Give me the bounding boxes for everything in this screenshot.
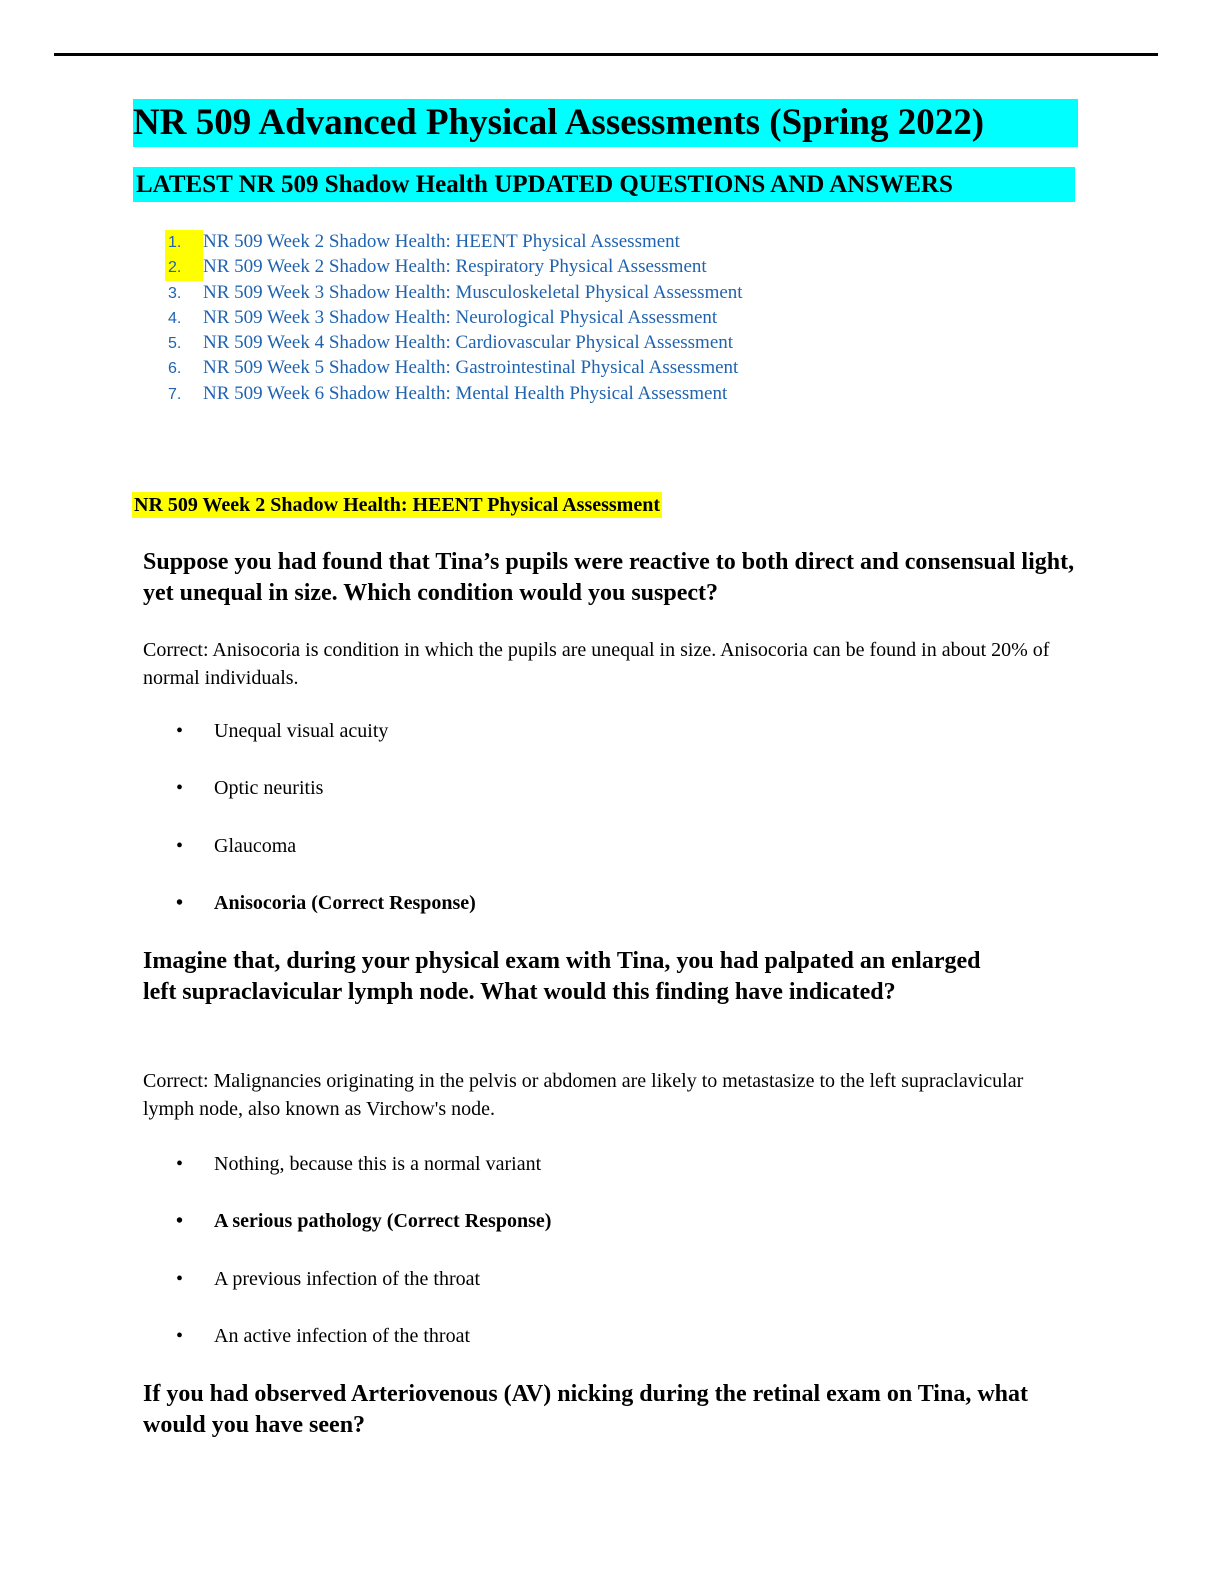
toc-link-musculoskeletal[interactable]: NR 509 Week 3 Shadow Health: Musculoskeletal Physical Assessment (203, 281, 743, 303)
question-1: Suppose you had found that Tina’s pupils were reactive to both direct and consensual light, yet unequal in size. Which condition would you suspect? (143, 549, 1075, 606)
toc-item (165, 381, 743, 406)
toc-item (165, 280, 743, 305)
option-item (176, 774, 476, 831)
option-item (176, 832, 476, 889)
option-text: A serious pathology (Correct Response) (214, 1210, 552, 1233)
toc-link-mental-health[interactable]: NR 509 Week 6 Shadow Health: Mental Health Physical Assessment (203, 382, 728, 404)
bullet-icon: • (176, 1324, 184, 1347)
options-list-1 (176, 717, 476, 946)
top-rule (54, 53, 1158, 56)
bullet-icon: • (176, 1267, 184, 1290)
option-text: A previous infection of the throat (214, 1267, 481, 1290)
option-item (176, 717, 476, 774)
toc-number: 1. (165, 230, 203, 255)
option-item-correct (176, 1207, 551, 1264)
toc-link-gastrointestinal[interactable]: NR 509 Week 5 Shadow Health: Gastrointestinal Physical Assessment (203, 357, 739, 379)
option-item (176, 1150, 551, 1207)
section-heading: NR 509 Week 2 Shadow Health: HEENT Physical Assessment (134, 494, 660, 516)
bullet-icon: • (176, 1210, 184, 1233)
question-3: If you had observed Arteriovenous (AV) nicking during the retinal exam on Tina, what would you have seen? (143, 1381, 1028, 1438)
document-title: NR 509 Advanced Physical Assessments (Spring 2022) (133, 99, 1078, 147)
option-item-correct (176, 889, 476, 946)
option-text: Anisocoria (Correct Response) (214, 891, 476, 914)
toc-number: 5. (168, 335, 182, 353)
toc-number: 7. (168, 385, 182, 403)
answer-explanation-2: Correct: Malignancies originating in the pelvis or abdomen are likely to metastasize to the left supraclavicular lymph node, also known as Virchow's node. (143, 1070, 1024, 1120)
bullet-icon: • (176, 1153, 184, 1175)
toc-item (165, 355, 743, 380)
option-text: Glaucoma (214, 834, 297, 857)
options-list-2 (176, 1150, 551, 1379)
option-item (176, 1265, 551, 1322)
toc-number: 6. (168, 360, 182, 378)
option-text: Optic neuritis (214, 777, 324, 800)
toc-item (165, 229, 743, 254)
option-text: An active infection of the throat (214, 1324, 471, 1347)
toc-item (165, 330, 743, 355)
toc-link-cardiovascular[interactable]: NR 509 Week 4 Shadow Health: Cardiovascular Physical Assessment (203, 332, 734, 354)
bullet-icon: • (176, 777, 184, 800)
toc-link-neurological[interactable]: NR 509 Week 3 Shadow Health: Neurological Physical Assessment (203, 306, 718, 328)
option-text: Unequal visual acuity (214, 720, 389, 742)
bullet-icon: • (176, 891, 184, 914)
toc-item (165, 254, 743, 279)
toc-item (165, 305, 743, 330)
toc-number: 4. (168, 309, 182, 327)
bullet-icon: • (176, 720, 184, 742)
table-of-contents (165, 229, 743, 406)
answer-explanation-1: Correct: Anisocoria is condition in which the pupils are unequal in size. Anisocoria can be found in about 20% of normal individuals. (143, 639, 1050, 689)
toc-link-respiratory[interactable]: NR 509 Week 2 Shadow Health: Respiratory Physical Assessment (203, 256, 707, 278)
bullet-icon: • (176, 834, 184, 857)
option-item (176, 1322, 551, 1379)
option-text: Nothing, because this is a normal variant (214, 1153, 542, 1175)
toc-number: 2. (165, 255, 203, 280)
document-subtitle: LATEST NR 509 Shadow Health UPDATED QUESTIONS AND ANSWERS (133, 167, 1075, 202)
toc-link-heent[interactable]: NR 509 Week 2 Shadow Health: HEENT Physical Assessment (203, 231, 680, 252)
toc-number: 3. (168, 284, 182, 302)
question-2: Imagine that, during your physical exam with Tina, you had palpated an enlarged left supraclavicular lymph node. What would this finding have indicated? (143, 948, 981, 1005)
